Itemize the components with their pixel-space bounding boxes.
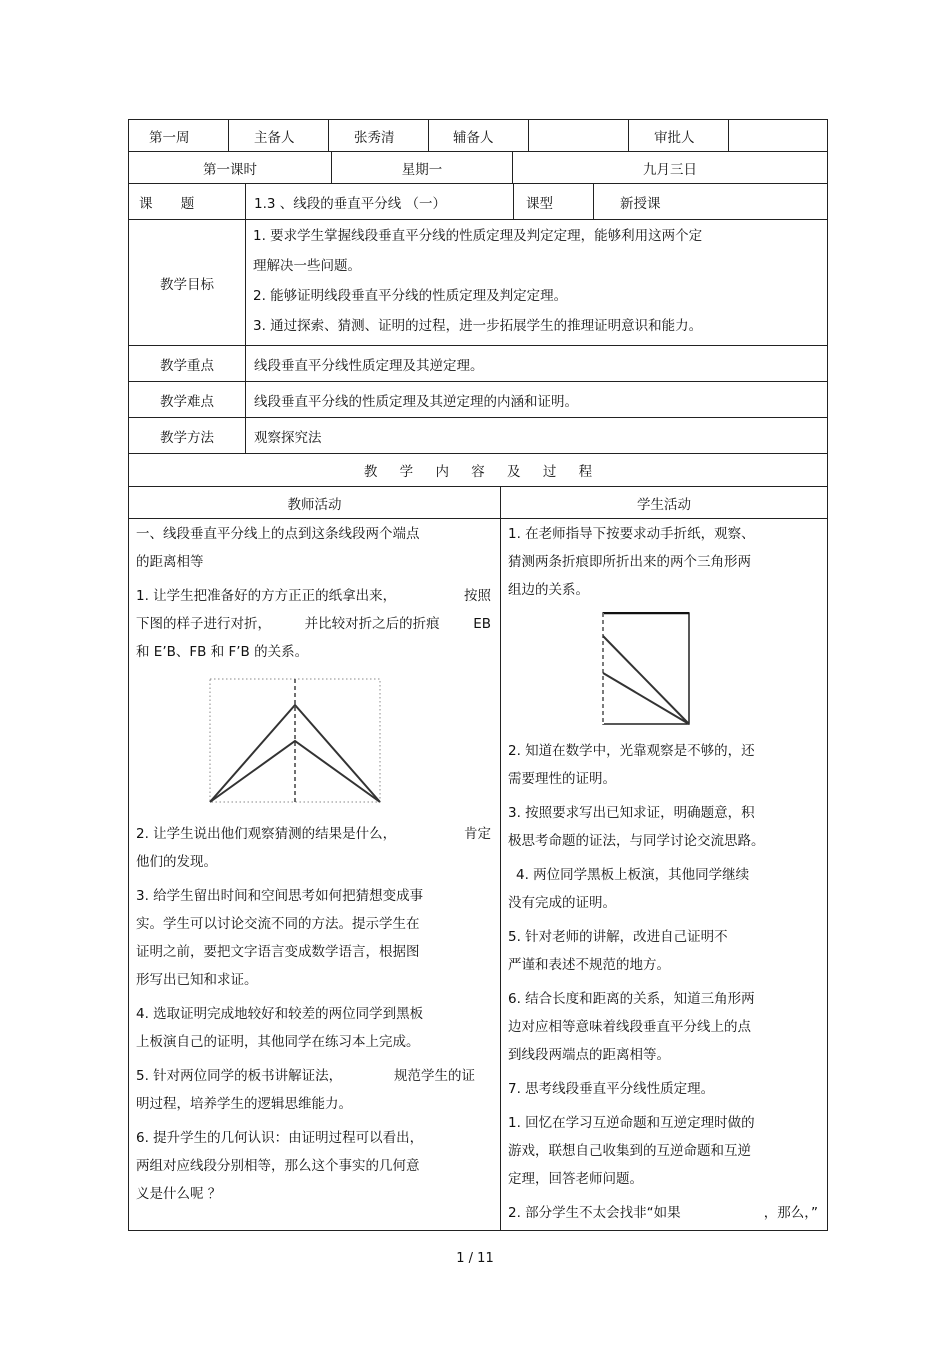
objective-line: 1. 要求学生掌握线段垂直平分线的性质定理及判定定理，能够利用这两个定 <box>253 228 703 244</box>
header-row <box>128 119 828 152</box>
student-header-cell <box>500 486 828 519</box>
student-header: 学生活动 <box>637 496 691 513</box>
difficulty-cell <box>245 381 828 418</box>
difficulty-row <box>128 381 828 418</box>
approve-label-cell <box>628 119 729 152</box>
objectives-label: 教学目标 <box>160 276 214 293</box>
student-item-line: 边对应相等意味着线段垂直平分线上的点 <box>508 1019 751 1035</box>
main-name-cell <box>328 119 429 152</box>
method-label-cell <box>128 417 246 454</box>
date-cell <box>512 151 828 184</box>
assist-label: 辅备人 <box>453 129 494 146</box>
method-text: 观察探究法 <box>254 429 322 446</box>
section-title-cell <box>128 453 828 487</box>
difficulty-label: 教学难点 <box>160 393 214 410</box>
main-label-cell <box>228 119 329 152</box>
page-number: 1 / 11 <box>456 1251 494 1266</box>
teacher-item-line: 1. 让学生把准备好的方方正正的纸拿出来， 按照 <box>136 588 491 604</box>
teacher-heading: 的距离相等 <box>136 554 204 570</box>
teacher-item-line: 4. 选取证明完成地较好和较差的两位同学到黑板 <box>136 1006 424 1022</box>
student-item-line: 2. 部分学生不太会找非“如果 ，那么，” <box>508 1205 818 1221</box>
student-item-line: 1. 回忆在学习互逆命题和互逆定理时做的 <box>508 1115 755 1131</box>
teacher-item-line: 他们的发现。 <box>136 854 217 870</box>
difficulty-label-cell <box>128 381 246 418</box>
teacher-item-line: 形写出已知和求证。 <box>136 972 258 988</box>
student-item-line: 到线段两端点的距离相等。 <box>508 1047 670 1063</box>
student-item-line: 极思考命题的证法，与同学讨论交流思路。 <box>508 833 765 849</box>
method-label: 教学方法 <box>160 429 214 446</box>
key-point-label-cell <box>128 345 246 382</box>
weekday-cell <box>331 151 513 184</box>
lesson-cell <box>128 151 332 184</box>
student-item-line: 1. 在老师指导下按要求动手折纸，观察、 <box>508 526 755 542</box>
teacher-item-line: 下图的样子进行对折， 并比较对折之后的折痕 EB <box>136 616 491 632</box>
teacher-item-line: 和 E’B、FB 和 F’B 的关系。 <box>136 644 309 660</box>
objective-line: 3. 通过探索、猜测、证明的过程，进一步拓展学生的推理证明意识和能力。 <box>253 318 703 334</box>
student-item-line: 没有完成的证明。 <box>508 895 616 911</box>
teacher-item-line: 两组对应线段分别相等，那么这个事实的几何意 <box>136 1158 420 1174</box>
assist-label-cell <box>428 119 529 152</box>
student-item-line: 6. 结合长度和距离的关系，知道三角形两 <box>508 991 755 1007</box>
objective-line: 2. 能够证明线段垂直平分线的性质定理及判定定理。 <box>253 288 568 304</box>
student-item-line: 猜测两条折痕即所折出来的两个三角形两 <box>508 554 751 570</box>
date-text: 九月三日 <box>643 161 697 178</box>
teacher-activities <box>136 520 491 1208</box>
teacher-item-line: 6. 提升学生的几何认识：由证明过程可以看出， <box>136 1130 424 1146</box>
student-item-line: 组边的关系。 <box>508 582 589 598</box>
student-item-line: 游戏，联想自己收集到的互逆命题和互逆 <box>508 1143 751 1159</box>
main-label: 主备人 <box>254 129 295 146</box>
student-fold-figure <box>602 612 692 727</box>
type-label-cell <box>513 183 594 220</box>
method-row <box>128 417 828 454</box>
objectives-row <box>128 219 828 346</box>
student-item-line: 3. 按照要求写出已知求证，明确题意，积 <box>508 805 755 821</box>
content-row <box>128 518 828 1231</box>
key-point-label: 教学重点 <box>160 357 214 374</box>
objectives-label-cell <box>128 219 246 346</box>
teacher-item-line: 5. 针对两位同学的板书讲解证法， 规范学生的证 <box>136 1068 475 1084</box>
week-cell <box>128 119 229 152</box>
approve-label: 审批人 <box>654 129 695 146</box>
student-item-line: 定理，回答老师问题。 <box>508 1171 643 1187</box>
student-activities <box>508 520 818 1227</box>
lesson-text: 第一课时 <box>203 161 257 178</box>
main-name: 张秀清 <box>354 129 395 146</box>
teacher-item-line: 上板演自己的证明，其他同学在练习本上完成。 <box>136 1034 420 1050</box>
teacher-item-line: 2. 让学生说出他们观察猜测的结果是什么， 肯定 <box>136 826 491 842</box>
student-item-line: 4. 两位同学黑板上板演，其他同学继续 <box>516 867 750 883</box>
topic-text: 1.3 、线段的垂直平分线 （一） <box>254 195 447 212</box>
student-item-line: 严谨和表述不规范的地方。 <box>508 957 670 973</box>
second-row <box>128 151 828 184</box>
teacher-item-line: 义是什么呢 ？ <box>136 1186 222 1202</box>
topic-cell <box>245 183 514 220</box>
teacher-item-line: 3. 给学生留出时间和空间思考如何把猜想变成事 <box>136 888 424 904</box>
key-point-cell <box>245 345 828 382</box>
weekday-text: 星期一 <box>401 161 443 178</box>
teacher-header: 教师活动 <box>287 496 342 513</box>
student-item-line: 5. 针对老师的讲解，改进自己证明不 <box>508 929 728 945</box>
teacher-item-line: 实。学生可以讨论交流不同的方法。提示学生在 <box>136 916 420 932</box>
objectives-list <box>253 221 702 341</box>
topic-label-cell <box>128 183 246 220</box>
teacher-heading: 一、线段垂直平分线上的点到这条线段两个端点 <box>136 526 420 542</box>
section-row <box>128 453 828 487</box>
folded-paper-figure <box>209 678 381 804</box>
type-value: 新授课 <box>620 195 661 212</box>
student-item-line: 需要理性的证明。 <box>508 771 616 787</box>
student-item-line: 7. 思考线段垂直平分线性质定理。 <box>508 1081 715 1097</box>
week-text: 第一周 <box>149 129 190 146</box>
type-label: 课型 <box>526 195 553 212</box>
teacher-item-line: 明过程，培养学生的逻辑思维能力。 <box>136 1096 352 1112</box>
type-value-cell <box>593 183 828 220</box>
approve-name-cell <box>728 119 828 152</box>
section-title: 教 学 内 容 及 过 程 <box>363 464 593 480</box>
objective-line: 理解决一些问题。 <box>253 258 361 274</box>
topic-label: 课 题 <box>139 195 195 212</box>
teacher-item-line: 证明之前，要把文字语言变成数学语言，根据图 <box>136 944 420 960</box>
student-item-line: 2. 知道在数学中，光靠观察是不够的，还 <box>508 743 755 759</box>
column-header-row <box>128 486 828 519</box>
teacher-header-cell <box>128 486 501 519</box>
difficulty-text: 线段垂直平分线的性质定理及其逆定理的内涵和证明。 <box>254 393 578 410</box>
topic-row <box>128 183 828 220</box>
key-point-text: 线段垂直平分线性质定理及其逆定理。 <box>254 357 484 374</box>
method-cell <box>245 417 828 454</box>
key-point-row <box>128 345 828 382</box>
assist-name-cell <box>528 119 629 152</box>
